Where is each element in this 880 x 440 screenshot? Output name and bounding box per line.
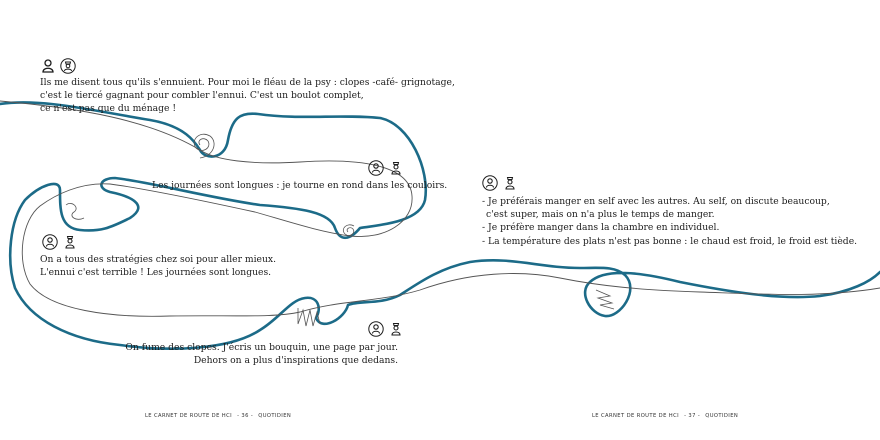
- caregiver-icon: [388, 160, 404, 176]
- page-number: - 36 -: [237, 413, 254, 419]
- footer-section: QUOTIDIEN: [258, 413, 292, 419]
- speaker-icons: [42, 234, 78, 250]
- text-line: L'ennui c'est terrible ! Les journées sont longues.: [40, 267, 272, 279]
- text-line: c'est le tiercé gagnant pour combler l'ennui. C'est un boulot complet,: [40, 90, 364, 102]
- speaker-icons: [368, 321, 404, 337]
- person-icon: [40, 58, 56, 74]
- person-icon: [42, 234, 58, 250]
- footer-section: QUOTIDIEN: [705, 413, 739, 419]
- person-icon: [368, 321, 384, 337]
- text-line: Ils me disent tous qu'ils s'ennuient. Pour moi le fléau de la psy : clopes -café- grignotage,: [40, 77, 455, 88]
- text-line: On fume des clopes. J'écris un bouquin, une page par jour.: [125, 342, 398, 353]
- person-icon: [368, 160, 384, 176]
- footer-title: LE CARNET DE ROUTE DE HCI: [145, 413, 233, 419]
- quote-block-1: [40, 76, 455, 116]
- person-icon: [482, 175, 498, 191]
- text-line: - Je préférais manger en self avec les autres. Au self, on discute beaucoup,: [482, 196, 830, 207]
- right-page: [440, 0, 880, 440]
- text-line: ce n'est pas que du ménage !: [40, 103, 177, 115]
- caregiver-icon: [388, 321, 404, 337]
- footer-left: [145, 413, 294, 419]
- text-line: On a tous des stratégies chez soi pour aller mieux.: [40, 254, 277, 265]
- text-line: - Je préfère manger dans la chambre en individuel.: [482, 222, 720, 234]
- caregiver-icon: [62, 234, 78, 250]
- speaker-icons: [40, 58, 76, 74]
- footer-title: LE CARNET DE ROUTE DE HCI: [592, 413, 680, 419]
- quote-block-4: [125, 341, 398, 367]
- speaker-icons: [368, 160, 404, 176]
- text-line: - La température des plats n'est pas bonne : le chaud est froid, le froid est tiède.: [482, 235, 858, 247]
- caregiver-icon: [502, 175, 518, 191]
- caregiver-icon: [60, 58, 76, 74]
- footer-right: [592, 413, 741, 419]
- quote-block-5: [482, 195, 857, 248]
- text-line: Dehors on a plus d'inspirations que dedans.: [193, 355, 398, 367]
- text-line: Les journées sont longues : je tourne en rond dans les couloirs.: [152, 180, 448, 191]
- page-number: - 37 -: [684, 413, 701, 419]
- text-line: c'est super, mais on n'a plus le temps de manger.: [486, 209, 715, 221]
- speaker-icons: [482, 175, 518, 191]
- quote-block-2: [152, 179, 447, 192]
- quote-block-3: [40, 253, 276, 279]
